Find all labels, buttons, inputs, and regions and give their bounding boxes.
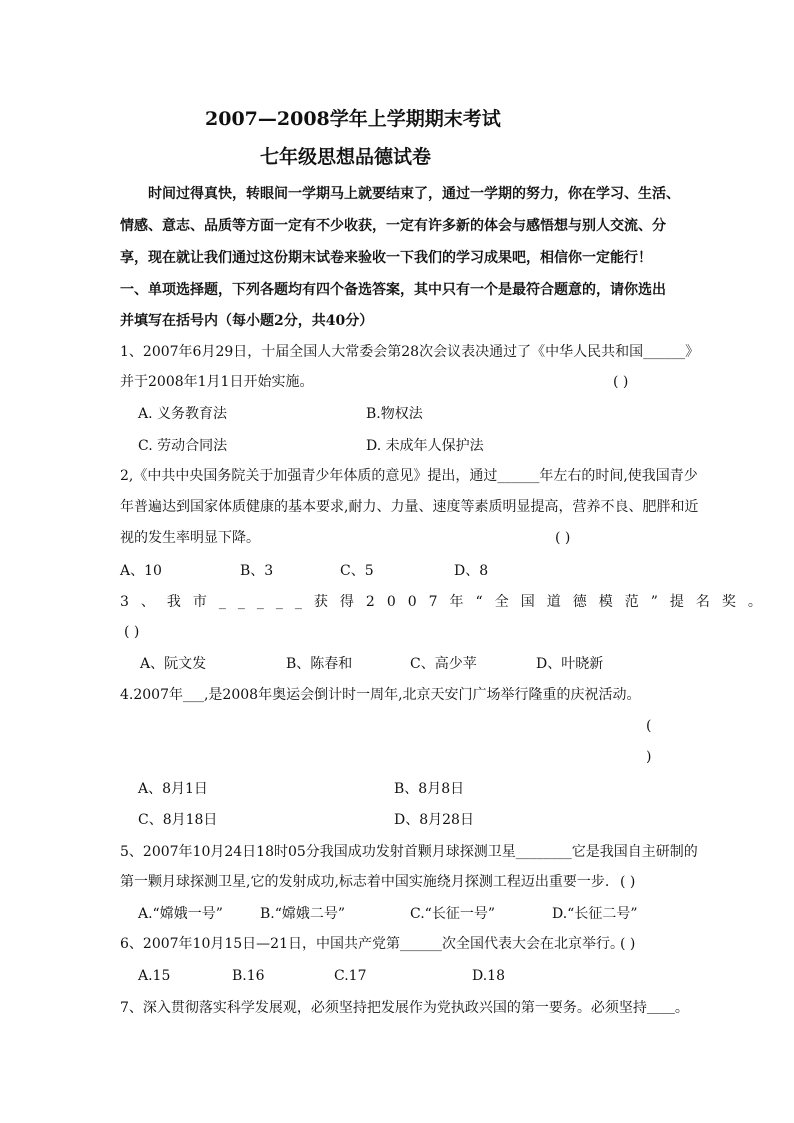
option-b: B、陈春和 [286,656,353,672]
answer-bracket-close[interactable]: ) [646,749,652,765]
section-heading: 一、单项选择题，下列各题均有四个备选答案，其中只有一个是最符合题意的，请你选出 [120,282,666,298]
option-b: B.“嫦娥二号” [260,906,346,922]
question-5-text: 5、2007年10月24日18时05分我国成功发射首颗月球探测卫星________它是我国自主研制的 [120,844,698,860]
option-b: B、8月8日 [394,781,465,797]
option-c: C、8月18日 [138,812,218,828]
answer-bracket[interactable]: ( ) [613,374,629,390]
option-a: A、10 [120,563,162,579]
option-b: B.物权法 [366,406,423,422]
intro-line: 情感、意志、品质等方面一定有不少收获，一定有许多新的体会与感悟想与别人交流、分 [120,218,666,234]
question-3-text: 3、我市_____获得2007年“全国道德模范”提名奖。 [120,594,774,610]
option-c: C.“长征一号” [410,906,495,922]
answer-bracket[interactable]: ( ) [555,530,571,546]
option-a: A.“嫦娥一号” [138,906,223,922]
option-b: B.16 [232,968,265,984]
exam-title: 2007—2008学年上学期期末考试 [205,108,501,130]
option-c: C.17 [334,968,367,984]
intro-line: 时间过得真快，转眼间一学期马上就要结束了，通过一学期的努力，你在学习、生活、 [148,186,680,202]
question-2-text: 年普遍达到国家体质健康的基本要求,耐力、力量、速度等素质明显提高，营养不良、肥胖和近 [120,499,699,515]
option-a: A、阮文发 [140,656,207,672]
question-4-text: 4.2007年___,是2008年奥运会倒计时一周年,北京天安门广场举行隆重的庆祝活动。 [120,687,641,703]
option-c: C、5 [340,563,374,579]
option-d: D、8 [454,563,489,579]
exam-subtitle: 七年级思想品德试卷 [260,146,432,168]
question-6-text: 6、2007年10月15日—21日，中国共产党第______次全国代表大会在北京举行。 [120,936,624,952]
question-5-text: 第一颗月球探测卫星,它的发射成功,标志着中国实施绕月探测工程迈出重要一步. [120,874,610,890]
option-d: D. 未成年人保护法 [366,438,484,454]
question-2-text: 2,《中共中央国务院关于加强青少年体质的意见》提出，通过______年左右的时间,使我国青少 [120,468,698,484]
option-d: D、叶晓新 [536,656,604,672]
question-1-text: 1、2007年6月29日，十届全国人大常委会第28次会议表决通过了《中华人民共和国______》 [120,344,700,360]
answer-bracket[interactable]: ( ) [124,624,140,640]
option-d: D、8月28日 [394,812,474,828]
question-7-text: 7、深入贯彻落实科学发展观，必须坚持把发展作为党执政兴国的第一要务。必须坚持＿＿。 [120,1000,689,1016]
option-a: A. 义务教育法 [138,406,228,422]
option-c: C、高少苹 [410,656,477,672]
answer-bracket-open[interactable]: ( [646,718,652,734]
option-b: B、3 [240,563,274,579]
answer-bracket[interactable]: ( ) [620,874,636,890]
section-heading: 并填写在括号内（每小题2分，共40分） [120,313,374,329]
option-d: D.“长征二号” [552,906,638,922]
intro-line: 享，现在就让我们通过这份期末试卷来验收一下我们的学习成果吧，相信你一定能行！ [120,250,652,266]
option-a: A.15 [138,968,171,984]
option-a: A、8月1日 [138,781,208,797]
answer-bracket[interactable]: ( ) [620,936,636,952]
option-c: C. 劳动合同法 [138,438,228,454]
option-d: D.18 [472,968,505,984]
question-2-text: 视的发生率明显下降。 [120,530,260,546]
question-1-text: 并于2008年1月1日开始实施。 [120,374,314,390]
